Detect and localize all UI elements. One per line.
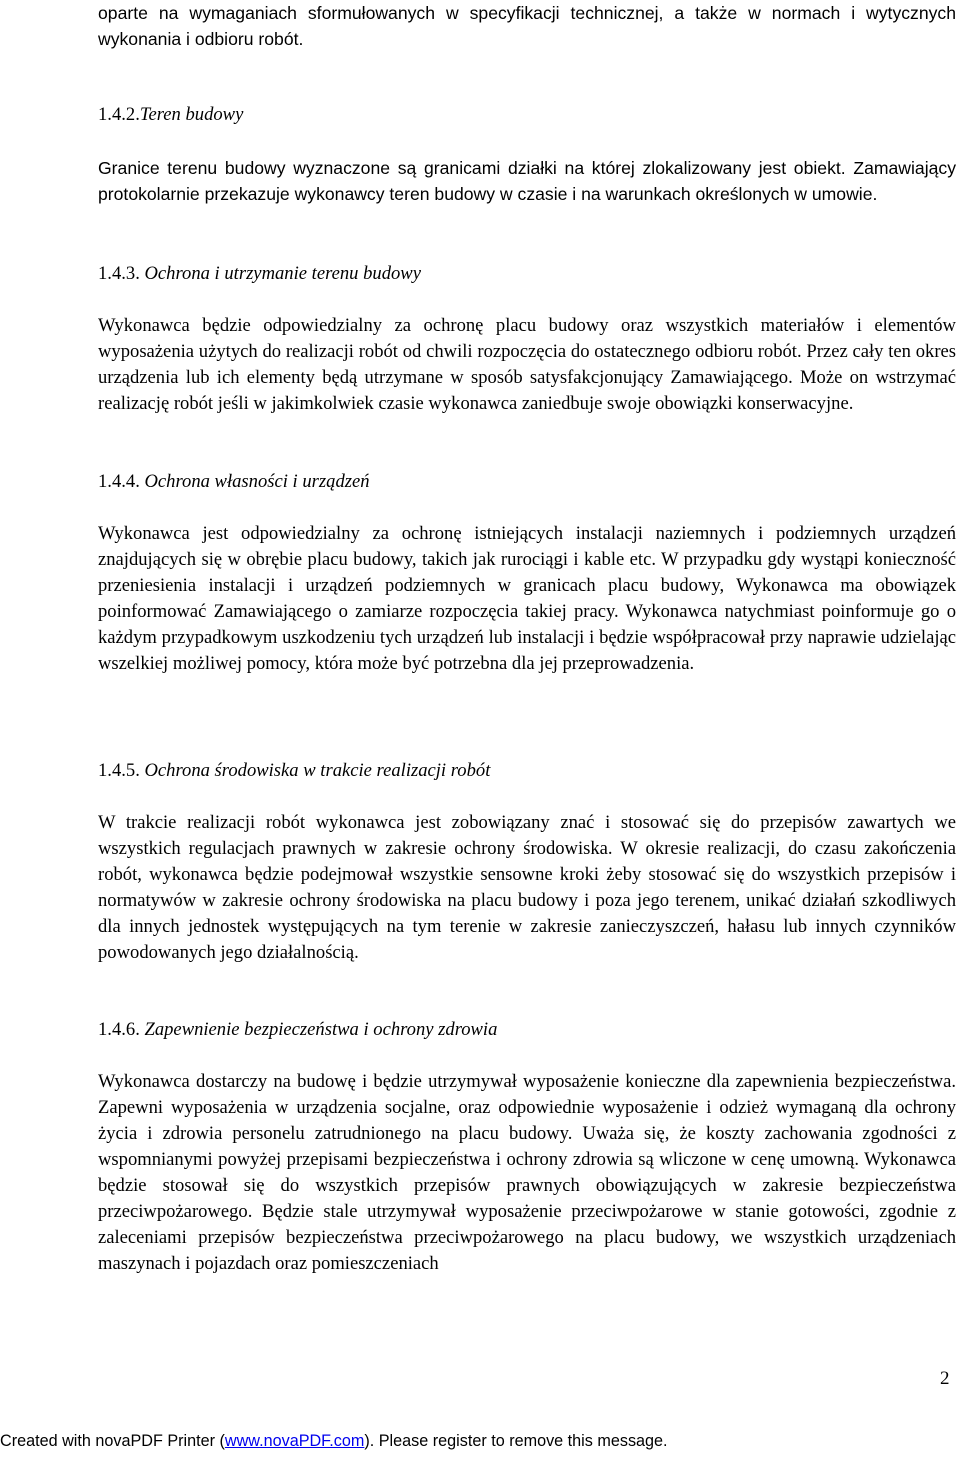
section-body-1-4-5: W trakcie realizacji robót wykonawca jest zobowiązany znać i stosować się do przepisów zawartych we wszystkich regulacjach prawnych w zakresie ochrony środowiska. W okresie realizacji, do czasu zakończenia robót, wykonawca będzie podejmował wszystkie sensowne kroki żeby stosować się do wszystkich przepisów i normatywów w zakresie ochrony środowiska na placu budowy i poza jego terenem, unikać działań szkodliwych dla innych jednostek występujących na tym terenie w zakresie zanieczyszczeń, hałasu lub innych czynników powodowanych jego działalnością. <box>98 812 956 963</box>
intro-paragraph: oparte na wymaganiach sformułowanych w specyfikacji technicznej, a także w normach i wytycznych wykonania i odbioru robót. <box>98 3 956 49</box>
section-title: Ochrona i utrzymanie terenu budowy <box>144 263 421 284</box>
page-number: 2 <box>940 1368 950 1389</box>
footer-watermark <box>0 1430 960 1452</box>
section-title: Zapewnienie bezpieczeństwa i ochrony zdrowia <box>144 1019 498 1040</box>
section-title: Teren budowy <box>139 104 244 125</box>
section-number: 1.4.6. <box>98 1019 140 1040</box>
section-number: 1.4.5. <box>98 760 140 781</box>
footer-link[interactable]: www.novaPDF.com <box>224 1432 365 1450</box>
section-title: Ochrona własności i urządzeń <box>144 471 370 492</box>
section-heading-1-4-2 <box>98 102 243 128</box>
section-body-1-4-3: Wykonawca będzie odpowiedzialny za ochronę placu budowy oraz wszystkich materiałów i elementów wyposażenia użytych do realizacji robót od chwili rozpoczęcia do ostatecznego odbioru robót. Przez cały ten okres urządzenia lub ich elementy będą utrzymane w sposób satysfakcjonujący Zamawiającego. Może on wstrzymać realizację robót jeśli w jakimkolwiek czasie wykonawca zaniedbuje swoje obowiązki konserwacyjne. <box>98 315 956 414</box>
section-body-1-4-6: Wykonawca dostarczy na budowę i będzie utrzymywał wyposażenie konieczne dla zapewnienia bezpieczeństwa. Zapewni wyposażenia w urządzenia socjalne, oraz odpowiednie wyposażenie i odzież wymaganą dla ochrony życia i zdrowia personelu zatrudnionego na placu budowy. Uważa się, że koszty zachowania zgodności z wspomnianymi powyżej przepisami bezpieczeństwa i ochrony zdrowia są wliczone w cenę umowną. Wykonawca będzie stosował się do wszystkich przepisów prawnych obowiązujących w zakresie bezpieczeństwa przeciwpożarowego. Będzie stale utrzymywał wyposażenie przeciwpożarowe w stanie gotowości, zgodnie z zaleceniami przepisów bezpieczeństwa przeciwpożarowego na placu budowy, we wszystkich urządzeniach maszynach i pojazdach oraz pomieszczeniach <box>98 1071 956 1274</box>
section-body-1-4-2: Granice terenu budowy wyznaczone są granicami działki na której zlokalizowany jest obiekt. Zamawiający protokolarnie przekazuje wykonawcy teren budowy w czasie i na warunkach określonych w umowie. <box>98 158 956 204</box>
footer-suffix: ). Please register to remove this message. <box>364 1432 668 1450</box>
section-heading-1-4-4 <box>98 469 370 495</box>
section-body-1-4-4: Wykonawca jest odpowiedzialny za ochronę istniejących instalacji naziemnych i podziemnych urządzeń znajdujących się w obrębie placu budowy, takich jak rurociągi i kable etc. W przypadku gdy wystąpi konieczność przeniesienia instalacji i urządzeń podziemnych w granicach placu budowy, Wykonawca ma obowiązek poinformować Zamawiającego o zamiarze rozpoczęcia takiej pracy. Wykonawca natychmiast poinformuje go o każdym przypadkowym uszkodzeniu tych urządzeń lub instalacji i będzie współpracował przy naprawie udzielając wszelkiej możliwej pomocy, która może być potrzebna dla jej przeprowadzenia. <box>98 523 956 674</box>
footer-prefix: Created with novaPDF Printer ( <box>0 1432 225 1450</box>
section-heading-1-4-6 <box>98 1017 497 1043</box>
section-number: 1.4.3. <box>98 263 140 284</box>
section-heading-1-4-3 <box>98 261 421 287</box>
section-number: 1.4.2. <box>98 104 140 125</box>
section-title: Ochrona środowiska w trakcie realizacji robót <box>144 760 491 781</box>
section-number: 1.4.4. <box>98 471 140 492</box>
section-heading-1-4-5 <box>98 758 490 784</box>
